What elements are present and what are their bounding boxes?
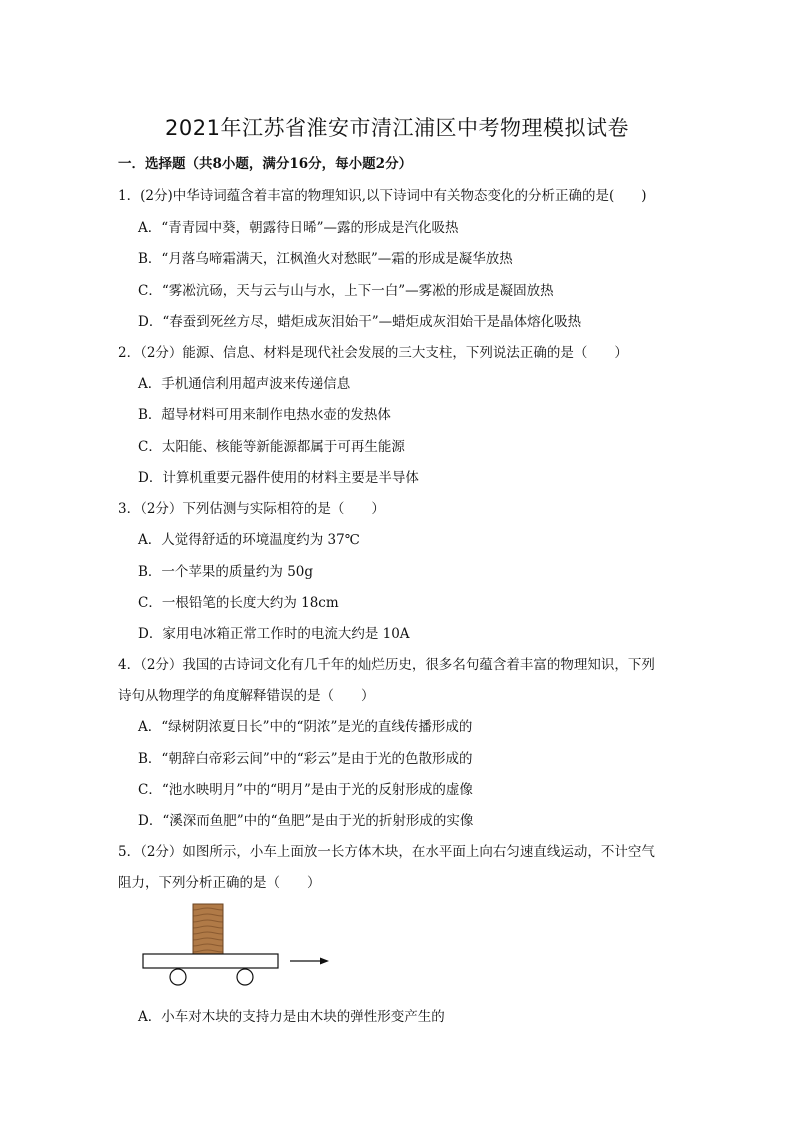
question-1-option-b[interactable]: B．“月落乌啼霜满天，江枫渔火对愁眠”—霜的形成是凝华放热 bbox=[138, 251, 513, 267]
question-1-stem: 1．(2分)中华诗词蕴含着丰富的物理知识,以下诗词中有关物态变化的分析正确的是( ) bbox=[118, 188, 647, 204]
question-3-stem: 3．（2分）下列估测与实际相符的是（ ） bbox=[118, 501, 385, 517]
question-4-stem-line2: 诗句从物理学的角度解释错误的是（ ） bbox=[118, 688, 375, 704]
cart-wheel-left bbox=[170, 969, 186, 985]
section-heading: 一．选择题（共8小题，满分16分，每小题2分） bbox=[118, 156, 413, 172]
question-5-stem-line2: 阻力，下列分析正确的是（ ） bbox=[118, 875, 321, 891]
question-2-stem: 2．（2分）能源、信息、材料是现代社会发展的三大支柱，下列说法正确的是（ ） bbox=[118, 345, 628, 361]
question-2-option-c[interactable]: C．太阳能、核能等新能源都属于可再生能源 bbox=[138, 439, 405, 455]
question-3-option-a[interactable]: A．人觉得舒适的环境温度约为 37℃ bbox=[138, 532, 360, 548]
question-2-option-a[interactable]: A．手机通信利用超声波来传递信息 bbox=[138, 376, 351, 392]
page-title: 2021年江苏省淮安市清江浦区中考物理模拟试卷 bbox=[165, 116, 629, 140]
question-4-option-d[interactable]: D．“溪深而鱼肥”中的“鱼肥”是由于光的折射形成的实像 bbox=[138, 813, 474, 829]
question-4-option-c[interactable]: C．“池水映明月”中的“明月”是由于光的反射形成的虚像 bbox=[138, 782, 473, 798]
question-5-option-a[interactable]: A．小车对木块的支持力是由木块的弹性形变产生的 bbox=[138, 1009, 445, 1025]
cart-body bbox=[143, 954, 278, 968]
question-1-option-d[interactable]: D．“春蚕到死丝方尽，蜡炬成灰泪始干”—蜡炬成灰泪始干是晶体熔化吸热 bbox=[138, 314, 582, 330]
question-5-stem: 5．（2分）如图所示，小车上面放一长方体木块，在水平面上向右匀速直线运动，不计空气 bbox=[118, 844, 655, 860]
question-4-option-a[interactable]: A．“绿树阴浓夏日长”中的“阴浓”是光的直线传播形成的 bbox=[138, 719, 473, 735]
question-4-stem: 4．（2分）我国的古诗词文化有几千年的灿烂历史，很多名句蕴含着丰富的物理知识，下列 bbox=[118, 657, 655, 673]
question-2-option-d[interactable]: D．计算机重要元器件使用的材料主要是半导体 bbox=[138, 470, 419, 486]
question-3-option-c[interactable]: C．一根铅笔的长度大约为 18cm bbox=[138, 595, 339, 611]
question-1-option-c[interactable]: C．“雾凇沆砀，天与云与山与水，上下一白”—雾凇的形成是凝固放热 bbox=[138, 283, 554, 299]
question-4-option-b[interactable]: B．“朝辞白帝彩云间”中的“彩云”是由于光的色散形成的 bbox=[138, 751, 473, 767]
question-1-option-a[interactable]: A．“青青园中葵，朝露待日晞”—露的形成是汽化吸热 bbox=[138, 220, 459, 236]
wood-block bbox=[193, 904, 223, 954]
cart-block-figure bbox=[140, 900, 340, 995]
question-2-option-b[interactable]: B．超导材料可用来制作电热水壶的发热体 bbox=[138, 407, 391, 423]
question-3-option-b[interactable]: B．一个苹果的质量约为 50g bbox=[138, 564, 314, 580]
cart-wheel-right bbox=[237, 969, 253, 985]
motion-arrow-head bbox=[320, 958, 329, 965]
question-3-option-d[interactable]: D．家用电冰箱正常工作时的电流大约是 10A bbox=[138, 626, 410, 642]
